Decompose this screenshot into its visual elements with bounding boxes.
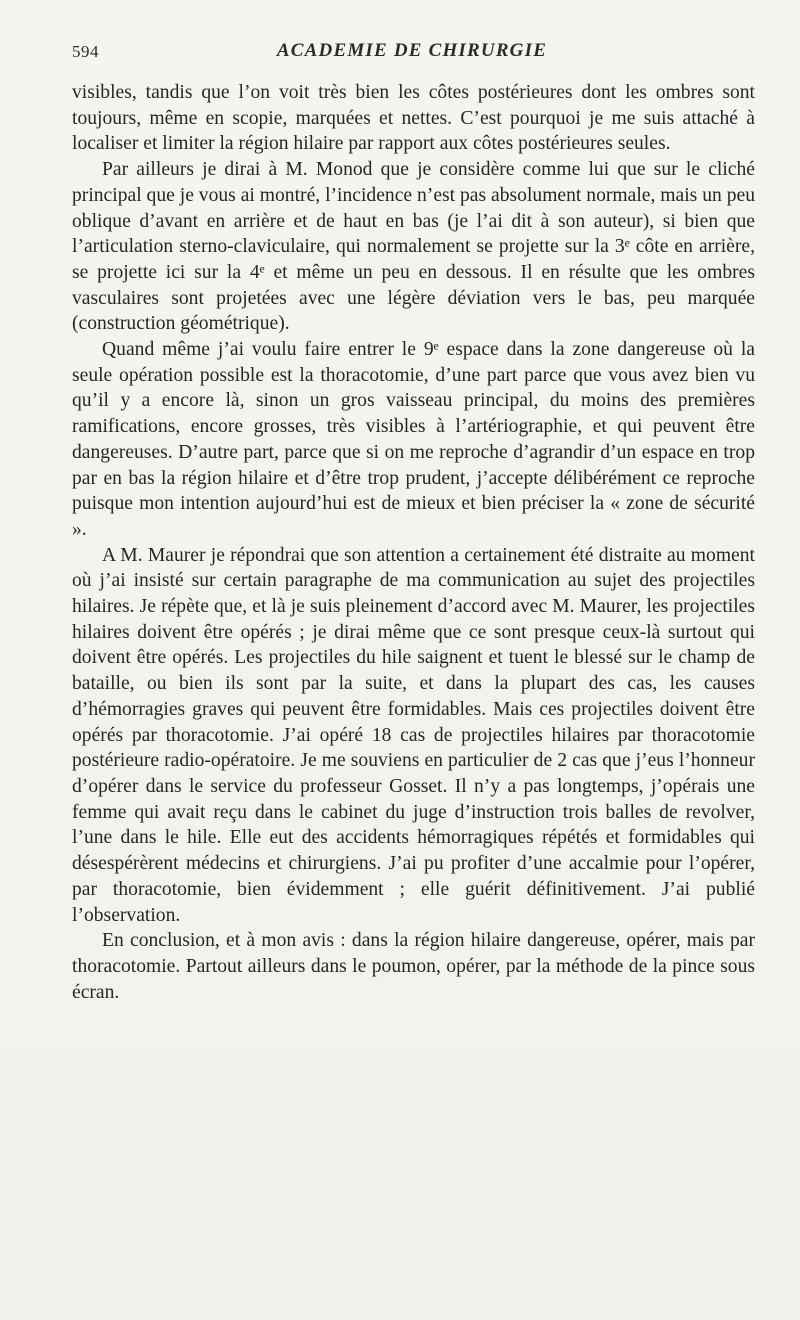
body-text xyxy=(72,80,755,1005)
paragraph-4: A M. Maurer je répondrai que son attention a certainement été distraite au moment où j’ai insisté sur certain paragraphe de ma communication au sujet des projectiles hilaires. Je répète que, et là je suis pleinement d’accord avec M. Maurer, les projectiles hilaires doivent être opérés ; je dirai même que ce sont presque ceux-là surtout qui doivent être opérés. Les projectiles du hile saignent et tuent le blessé sur le champ de bataille, ou bien ils sont par la suite, et dans la plupart des cas, les causes d’hémorragies graves qui peuvent être formidables. Mais ces projectiles doivent être opérés par thoracotomie. J’ai opéré 18 cas de projectiles hilaires par thoracotomie postérieure radio-opératoire. Je me souviens en particulier de 2 cas que j’eus l’honneur d’opérer dans le service du professeur Gosset. Il n’y a pas longtemps, j’opérais une femme qui avait reçu dans le cabinet du juge d’instruction trois balles de revolver, l’une dans le hile. Elle eut des accidents hémorragiques répétés et formidables qui désespérèrent médecins et chirurgiens. J’ai pu profiter d’une accalmie pour l’opérer, par thoracotomie, bien évidemment ; elle guérit définitivement. J’ai publié l’observation. xyxy=(72,544,755,926)
paragraph-3: Quand même j’ai voulu faire entrer le 9ᵉ espace dans la zone dangereuse où la seule opération possible est la thoracotomie, d’une part parce que vous avez bien vu qu’il y a encore là, sinon un gros vaisseau principal, du moins des premières ramifications, encore grosses, très visibles à l’artériographie, et qui peuvent être dangereuses. D’autre part, parce que si on me reproche d’agrandir d’un espace en trop par en bas la région hilaire et d’être trop prudent, j’accepte délibérément ce reproche puisque mon intention aujourd’hui est de mieux et bien préciser la « zone de sécurité ». xyxy=(72,339,755,540)
paragraph-2: Par ailleurs je dirai à M. Monod que je considère comme lui que sur le cliché principal que je vous ai montré, l’incidence n’est pas absolument normale, mais un peu oblique d’avant en arrière et de haut en bas (je l’ai dit à son auteur), si bien que l’articulation sterno-claviculaire, qui normalement se projette sur la 3ᵉ côte en arrière, se projette ici sur la 4ᵉ et même un peu en dessous. Il en résulte que les ombres vasculaires sont projetées avec une légère déviation vers le bas, peu marquée (construction géométrique). xyxy=(72,159,755,335)
paragraph-5: En conclusion, et à mon avis : dans la région hilaire dangereuse, opérer, mais par thoracotomie. Partout ailleurs dans le poumon, opérer, par la méthode de la pince sous écran. xyxy=(72,930,755,1003)
paragraph-1: visibles, tandis que l’on voit très bien les côtes postérieures dont les ombres sont toujours, même en scopie, marquées et nettes. C’est pourquoi je me suis attaché à localiser et limiter la région hilaire par rapport aux côtes postérieures seules. xyxy=(72,82,755,155)
running-title: ACADEMIE DE CHIRURGIE xyxy=(276,40,548,61)
page-header xyxy=(72,40,752,70)
page-number: 594 xyxy=(72,42,99,61)
